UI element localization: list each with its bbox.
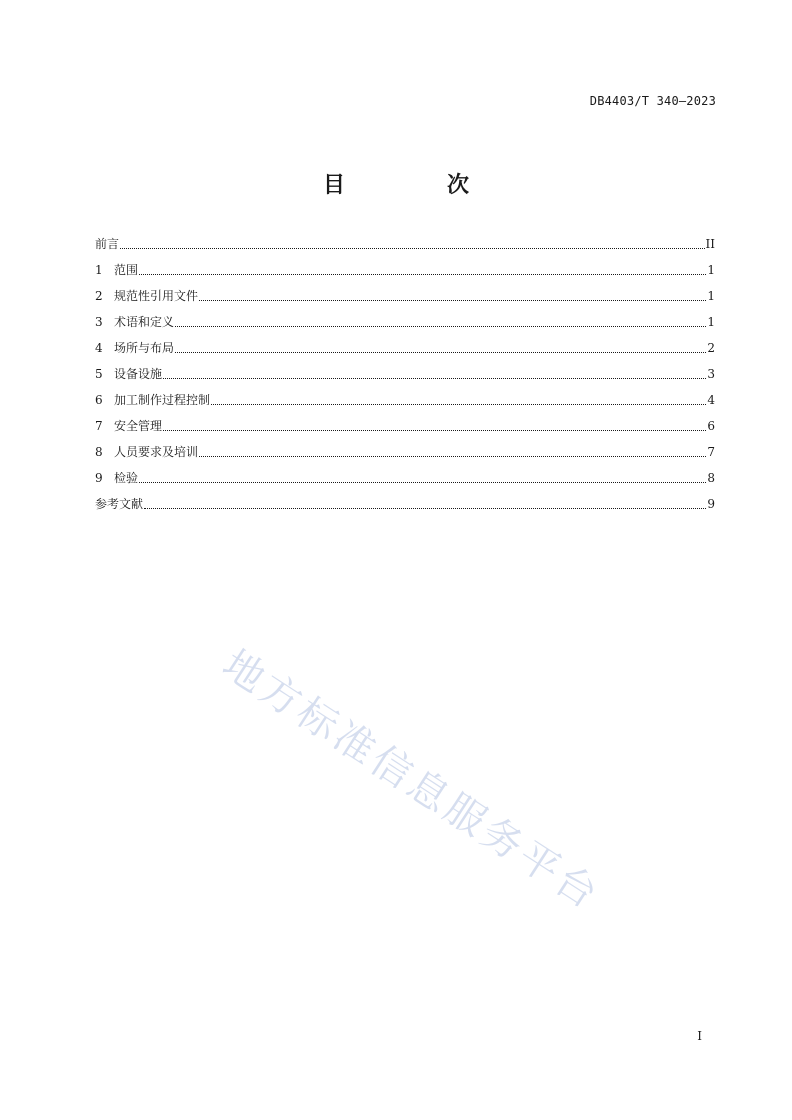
dot-leader	[163, 377, 706, 379]
toc-entry-page: 7	[707, 445, 715, 459]
toc-entry-number: 8	[95, 445, 103, 459]
toc-entry-title: 术语和定义	[114, 315, 175, 329]
toc-entry-page: 1	[707, 263, 715, 277]
dot-leader	[211, 403, 706, 405]
toc-entry-number: 2	[95, 289, 103, 303]
toc-entry-8[interactable]	[95, 439, 715, 465]
dot-leader	[175, 351, 706, 353]
toc-entry-title: 规范性引用文件	[114, 289, 199, 303]
toc-entry-2[interactable]	[95, 283, 715, 309]
toc-entry-page: 1	[707, 315, 715, 329]
toc-entry-title: 范围	[114, 263, 139, 277]
toc-entry-page: 2	[707, 341, 715, 355]
toc-entry-page: II	[705, 237, 715, 251]
dot-leader	[199, 455, 706, 457]
toc-entry-page: 8	[707, 471, 715, 485]
toc-entry-number: 3	[95, 315, 103, 329]
dot-leader	[175, 325, 706, 327]
dot-leader	[199, 299, 706, 301]
toc-entry-page: 9	[707, 497, 715, 511]
dot-leader	[163, 429, 706, 431]
dot-leader	[139, 481, 706, 483]
toc-entry-title: 前言	[95, 237, 120, 251]
dot-leader	[120, 247, 705, 249]
toc-entry-number: 6	[95, 393, 103, 407]
dot-leader	[139, 273, 706, 275]
page-number: I	[697, 1029, 702, 1043]
watermark: 地方标准信息服务平台	[214, 641, 609, 920]
toc-entry-number: 5	[95, 367, 103, 381]
toc-entry-number: 4	[95, 341, 103, 355]
toc-entry-4[interactable]	[95, 335, 715, 361]
toc-entry-number: 9	[95, 471, 103, 485]
table-of-contents	[95, 231, 715, 517]
toc-entry-page: 1	[707, 289, 715, 303]
toc-entry-3[interactable]	[95, 309, 715, 335]
toc-entry-foreword[interactable]	[95, 231, 715, 257]
toc-entry-page: 6	[707, 419, 715, 433]
toc-entry-title: 参考文献	[95, 497, 144, 511]
toc-entry-page: 4	[707, 393, 715, 407]
toc-entry-7[interactable]	[95, 413, 715, 439]
toc-entry-title: 安全管理	[114, 419, 163, 433]
standard-code: DB4403/T 340—2023	[589, 94, 716, 108]
toc-entry-title: 设备设施	[114, 367, 163, 381]
toc-entry-title: 场所与布局	[114, 341, 175, 355]
toc-entry-title: 检验	[114, 471, 139, 485]
toc-entry-number: 1	[95, 263, 103, 277]
toc-entry-5[interactable]	[95, 361, 715, 387]
page-title: 目 次	[322, 173, 509, 198]
toc-entry-title: 人员要求及培训	[114, 445, 199, 459]
toc-entry-title: 加工制作过程控制	[114, 393, 211, 407]
dot-leader	[144, 507, 706, 509]
toc-entry-number: 7	[95, 419, 103, 433]
toc-entry-1[interactable]	[95, 257, 715, 283]
toc-entry-6[interactable]	[95, 387, 715, 413]
toc-entry-page: 3	[707, 367, 715, 381]
toc-entry-references[interactable]	[95, 491, 715, 517]
toc-entry-9[interactable]	[95, 465, 715, 491]
